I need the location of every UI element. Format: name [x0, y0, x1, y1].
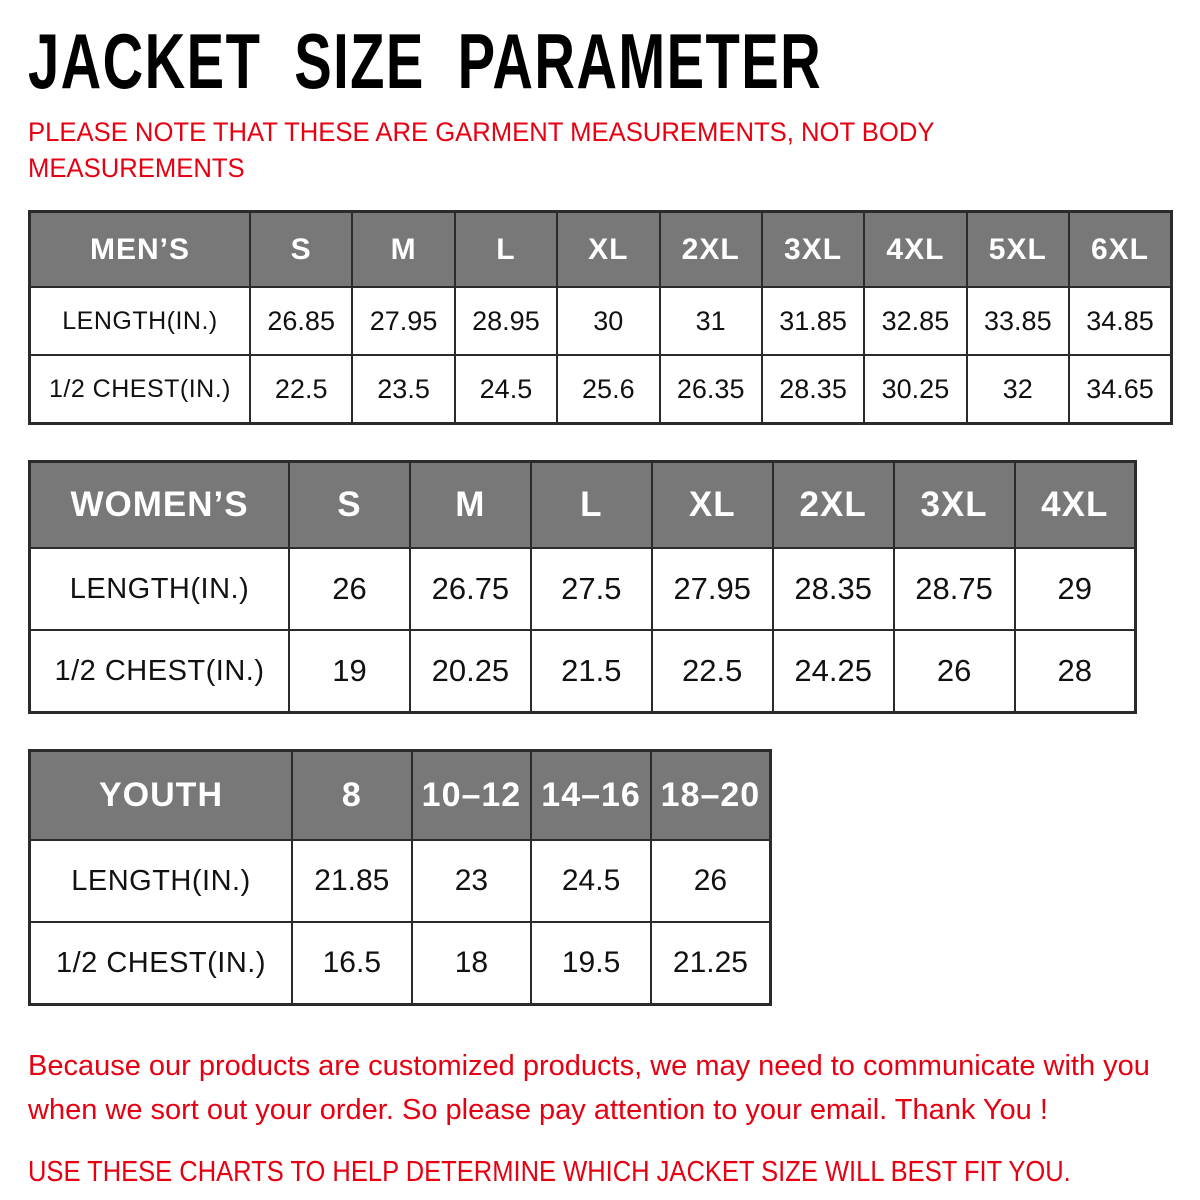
- youth-size-table-container: [28, 749, 1200, 1006]
- customization-notice: [28, 1044, 1200, 1132]
- value-cell: 32.85: [864, 287, 966, 355]
- size-header-cell: S: [289, 462, 410, 549]
- size-header-cell: L: [455, 212, 557, 288]
- value-cell: 33.85: [967, 287, 1069, 355]
- value-cell: 22.5: [250, 355, 352, 424]
- measurement-row: [30, 548, 1136, 630]
- value-cell: 26: [289, 548, 410, 630]
- garment-note-line-1: PLEASE NOTE THAT THESE ARE GARMENT MEASUREMENTS, NOT BODY: [28, 117, 935, 148]
- garment-measurement-note: [28, 114, 1141, 186]
- value-cell: 34.65: [1069, 355, 1172, 424]
- size-header-cell: 14–16: [531, 751, 651, 841]
- value-cell: 23: [412, 840, 532, 922]
- size-header-cell: 10–12: [412, 751, 532, 841]
- value-cell: 25.6: [557, 355, 659, 424]
- customization-notice-line-2: when we sort out your order. So please pay attention to your email. Thank You !: [28, 1094, 1048, 1127]
- value-cell: 22.5: [652, 630, 773, 713]
- table-title-cell: YOUTH: [30, 751, 293, 841]
- value-cell: 19: [289, 630, 410, 713]
- value-cell: 19.5: [531, 922, 651, 1005]
- value-cell: 23.5: [352, 355, 454, 424]
- chart-usage-note: USE THESE CHARTS TO HELP DETERMINE WHICH JACKET SIZE WILL BEST FIT YOU.: [28, 1156, 1071, 1189]
- value-cell: 18: [412, 922, 532, 1005]
- value-cell: 26: [894, 630, 1015, 713]
- measurement-row: [30, 840, 771, 922]
- size-header-cell: 8: [292, 751, 412, 841]
- value-cell: 28: [1015, 630, 1136, 713]
- womens-size-table: [28, 460, 1137, 714]
- value-cell: 30: [557, 287, 659, 355]
- size-header-cell: M: [352, 212, 454, 288]
- size-header-cell: L: [531, 462, 652, 549]
- value-cell: 28.35: [762, 355, 864, 424]
- value-cell: 28.35: [773, 548, 894, 630]
- row-label-cell: LENGTH(IN.): [30, 548, 290, 630]
- row-label-cell: 1/2 CHEST(IN.): [30, 922, 293, 1005]
- size-header-cell: 18–20: [651, 751, 771, 841]
- value-cell: 21.85: [292, 840, 412, 922]
- size-header-cell: M: [410, 462, 531, 549]
- size-header-cell: 3XL: [762, 212, 864, 288]
- value-cell: 20.25: [410, 630, 531, 713]
- garment-note-line-2: MEASUREMENTS: [28, 153, 245, 184]
- measurement-row: [30, 287, 1172, 355]
- value-cell: 30.25: [864, 355, 966, 424]
- size-header-row: [30, 751, 771, 841]
- size-header-row: [30, 462, 1136, 549]
- value-cell: 21.25: [651, 922, 771, 1005]
- value-cell: 26: [651, 840, 771, 922]
- row-label-cell: LENGTH(IN.): [30, 287, 251, 355]
- size-header-cell: 4XL: [1015, 462, 1136, 549]
- measurement-row: [30, 355, 1172, 424]
- customization-notice-line-1: Because our products are customized products, we may need to communicate with you: [28, 1050, 1150, 1083]
- size-header-cell: 2XL: [773, 462, 894, 549]
- value-cell: 21.5: [531, 630, 652, 713]
- value-cell: 27.5: [531, 548, 652, 630]
- table-title-cell: MEN’S: [30, 212, 251, 288]
- mens-size-table-container: [28, 210, 1200, 425]
- value-cell: 28.75: [894, 548, 1015, 630]
- size-header-cell: 4XL: [864, 212, 966, 288]
- value-cell: 27.95: [352, 287, 454, 355]
- value-cell: 26.35: [660, 355, 762, 424]
- size-header-cell: XL: [557, 212, 659, 288]
- row-label-cell: LENGTH(IN.): [30, 840, 293, 922]
- value-cell: 24.25: [773, 630, 894, 713]
- value-cell: 31: [660, 287, 762, 355]
- size-header-cell: 6XL: [1069, 212, 1172, 288]
- value-cell: 26.75: [410, 548, 531, 630]
- youth-size-table: [28, 749, 772, 1006]
- value-cell: 24.5: [455, 355, 557, 424]
- table-title-cell: WOMEN’S: [30, 462, 290, 549]
- row-label-cell: 1/2 CHEST(IN.): [30, 355, 251, 424]
- size-header-cell: S: [250, 212, 352, 288]
- value-cell: 27.95: [652, 548, 773, 630]
- value-cell: 24.5: [531, 840, 651, 922]
- value-cell: 16.5: [292, 922, 412, 1005]
- value-cell: 31.85: [762, 287, 864, 355]
- measurement-row: [30, 630, 1136, 713]
- size-header-cell: 5XL: [967, 212, 1069, 288]
- row-label-cell: 1/2 CHEST(IN.): [30, 630, 290, 713]
- womens-size-table-container: [28, 460, 1200, 714]
- value-cell: 29: [1015, 548, 1136, 630]
- value-cell: 32: [967, 355, 1069, 424]
- value-cell: 26.85: [250, 287, 352, 355]
- size-header-cell: 2XL: [660, 212, 762, 288]
- size-header-cell: 3XL: [894, 462, 1015, 549]
- size-header-row: [30, 212, 1172, 288]
- value-cell: 34.85: [1069, 287, 1172, 355]
- mens-size-table: [28, 210, 1173, 425]
- value-cell: 28.95: [455, 287, 557, 355]
- measurement-row: [30, 922, 771, 1005]
- page-title: JACKET SIZE PARAMETER: [28, 17, 823, 105]
- size-header-cell: XL: [652, 462, 773, 549]
